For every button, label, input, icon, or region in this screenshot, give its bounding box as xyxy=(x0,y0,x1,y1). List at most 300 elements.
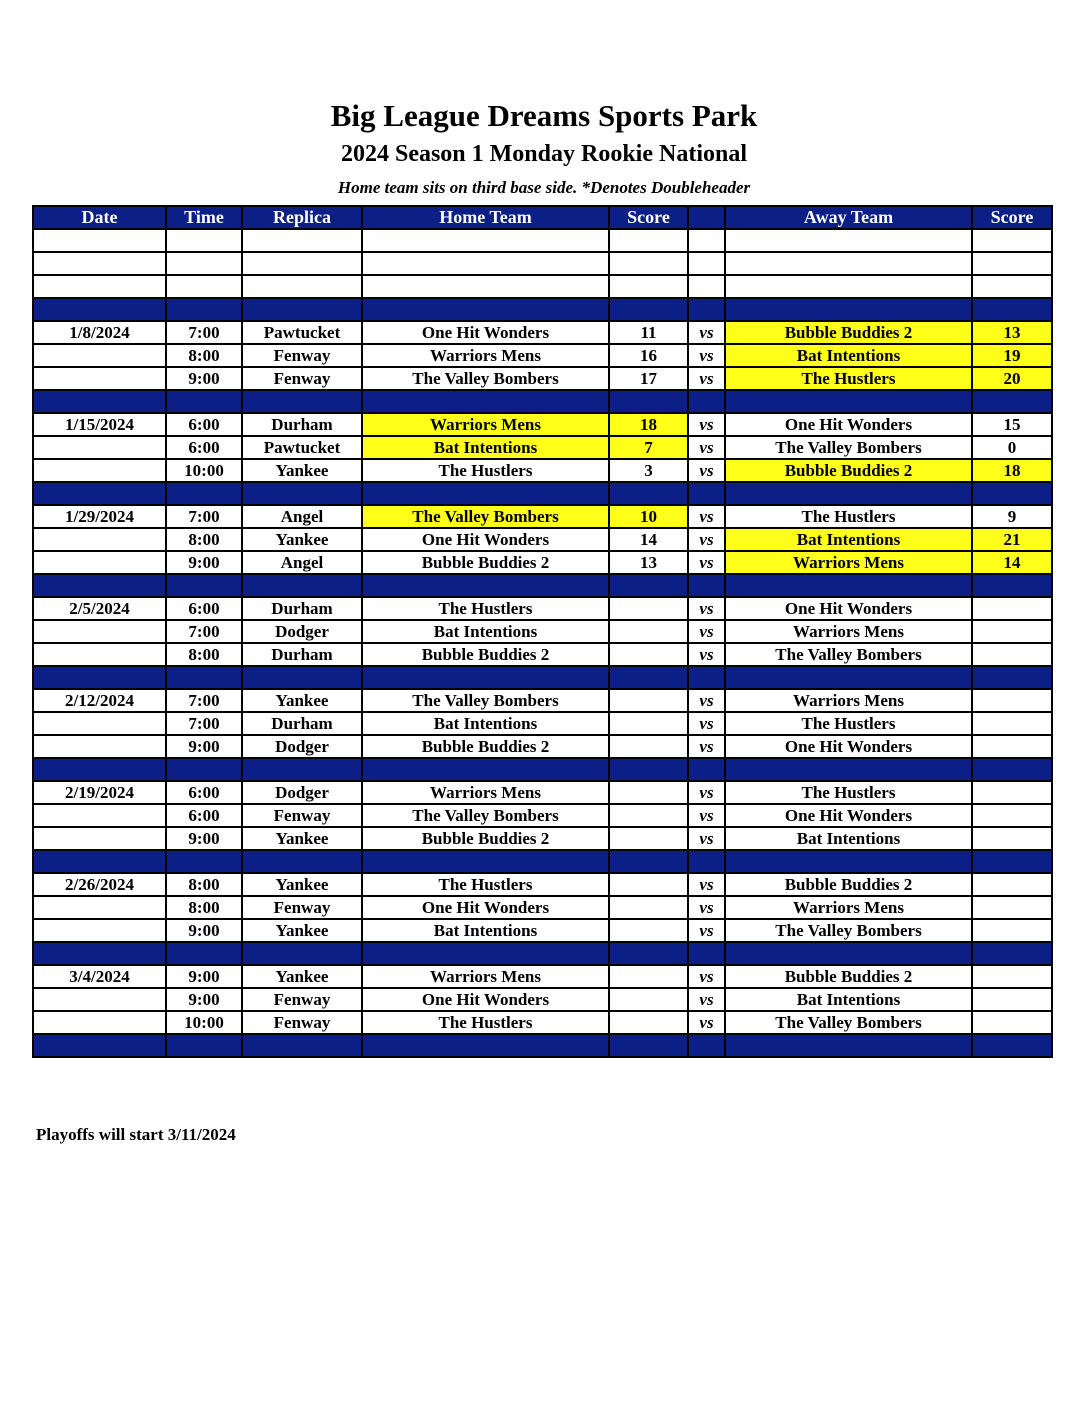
cell-home-team xyxy=(362,666,609,689)
cell-home-score: 10 xyxy=(609,505,688,528)
cell-away-team xyxy=(725,850,972,873)
cell-home-score xyxy=(609,298,688,321)
cell-away-team: Bubble Buddies 2 xyxy=(725,873,972,896)
cell-date xyxy=(33,942,166,965)
table-row xyxy=(33,1011,1052,1034)
cell-home-team: The Valley Bombers xyxy=(362,505,609,528)
footer-note: Playoffs will start 3/11/2024 xyxy=(36,1125,236,1144)
cell-away-team: Warriors Mens xyxy=(725,551,972,574)
cell-date xyxy=(33,390,166,413)
cell-date xyxy=(33,482,166,505)
column-header-away-score: Score xyxy=(972,206,1052,229)
cell-replica xyxy=(242,390,362,413)
cell-away-team: Bubble Buddies 2 xyxy=(725,321,972,344)
cell-replica xyxy=(242,850,362,873)
cell-home-team: Bubble Buddies 2 xyxy=(362,735,609,758)
cell-vs: vs xyxy=(688,551,725,574)
cell-away-score: 20 xyxy=(972,367,1052,390)
table-row xyxy=(33,367,1052,390)
cell-time: 7:00 xyxy=(166,712,242,735)
cell-away-team xyxy=(725,942,972,965)
cell-vs: vs xyxy=(688,919,725,942)
cell-away-score: 15 xyxy=(972,413,1052,436)
table-row xyxy=(33,643,1052,666)
cell-away-team xyxy=(725,298,972,321)
cell-vs xyxy=(688,758,725,781)
cell-date: 1/15/2024 xyxy=(33,413,166,436)
cell-away-score xyxy=(972,252,1052,275)
cell-vs xyxy=(688,482,725,505)
cell-away-score: 21 xyxy=(972,528,1052,551)
cell-replica xyxy=(242,1034,362,1057)
cell-time: 7:00 xyxy=(166,321,242,344)
column-header-date: Date xyxy=(33,206,166,229)
cell-home-team: Warriors Mens xyxy=(362,965,609,988)
cell-replica: Fenway xyxy=(242,988,362,1011)
cell-away-score xyxy=(972,781,1052,804)
cell-home-score xyxy=(609,965,688,988)
cell-home-team: The Hustlers xyxy=(362,459,609,482)
cell-vs xyxy=(688,574,725,597)
cell-time: 10:00 xyxy=(166,1011,242,1034)
blank-row xyxy=(33,275,1052,298)
cell-time xyxy=(166,482,242,505)
cell-vs: vs xyxy=(688,1011,725,1034)
cell-home-team xyxy=(362,390,609,413)
cell-home-team: Bat Intentions xyxy=(362,620,609,643)
cell-replica: Fenway xyxy=(242,367,362,390)
cell-away-score xyxy=(972,1034,1052,1057)
cell-home-score xyxy=(609,1034,688,1057)
table-row xyxy=(33,735,1052,758)
cell-away-score xyxy=(972,804,1052,827)
cell-home-team: One Hit Wonders xyxy=(362,528,609,551)
cell-home-score xyxy=(609,275,688,298)
cell-time: 10:00 xyxy=(166,459,242,482)
table-row xyxy=(33,827,1052,850)
cell-date xyxy=(33,735,166,758)
cell-replica: Dodger xyxy=(242,781,362,804)
cell-away-team: The Valley Bombers xyxy=(725,643,972,666)
cell-home-score: 3 xyxy=(609,459,688,482)
table-row xyxy=(33,597,1052,620)
cell-date: 1/29/2024 xyxy=(33,505,166,528)
table-row xyxy=(33,321,1052,344)
separator-row xyxy=(33,482,1052,505)
cell-replica xyxy=(242,574,362,597)
cell-home-score xyxy=(609,758,688,781)
cell-away-score xyxy=(972,689,1052,712)
cell-vs xyxy=(688,1034,725,1057)
cell-home-score: 7 xyxy=(609,436,688,459)
cell-home-team: Warriors Mens xyxy=(362,344,609,367)
cell-time xyxy=(166,758,242,781)
cell-home-team xyxy=(362,482,609,505)
separator-row xyxy=(33,942,1052,965)
cell-vs: vs xyxy=(688,988,725,1011)
cell-away-score: 13 xyxy=(972,321,1052,344)
cell-away-score xyxy=(972,758,1052,781)
cell-home-team: Bubble Buddies 2 xyxy=(362,551,609,574)
cell-away-team: The Valley Bombers xyxy=(725,919,972,942)
cell-away-score: 14 xyxy=(972,551,1052,574)
cell-vs: vs xyxy=(688,344,725,367)
separator-row xyxy=(33,298,1052,321)
cell-date: 2/19/2024 xyxy=(33,781,166,804)
cell-away-score xyxy=(972,965,1052,988)
cell-time: 8:00 xyxy=(166,528,242,551)
cell-replica: Dodger xyxy=(242,735,362,758)
cell-date xyxy=(33,459,166,482)
cell-time: 9:00 xyxy=(166,919,242,942)
cell-home-team xyxy=(362,574,609,597)
cell-home-team: The Valley Bombers xyxy=(362,367,609,390)
cell-away-score xyxy=(972,482,1052,505)
cell-date xyxy=(33,298,166,321)
cell-home-score xyxy=(609,712,688,735)
cell-vs: vs xyxy=(688,965,725,988)
cell-date: 2/26/2024 xyxy=(33,873,166,896)
cell-home-team: Bat Intentions xyxy=(362,436,609,459)
cell-vs xyxy=(688,666,725,689)
cell-replica: Durham xyxy=(242,643,362,666)
cell-replica: Yankee xyxy=(242,827,362,850)
cell-home-team: Bat Intentions xyxy=(362,712,609,735)
cell-home-score xyxy=(609,919,688,942)
cell-time: 7:00 xyxy=(166,505,242,528)
column-header-replica: Replica xyxy=(242,206,362,229)
cell-replica: Fenway xyxy=(242,804,362,827)
cell-home-team xyxy=(362,1034,609,1057)
cell-time: 6:00 xyxy=(166,413,242,436)
cell-replica: Fenway xyxy=(242,1011,362,1034)
cell-home-team: Warriors Mens xyxy=(362,413,609,436)
cell-vs xyxy=(688,252,725,275)
cell-date xyxy=(33,574,166,597)
cell-vs: vs xyxy=(688,620,725,643)
cell-time: 9:00 xyxy=(166,551,242,574)
cell-away-team: One Hit Wonders xyxy=(725,597,972,620)
cell-home-score xyxy=(609,482,688,505)
cell-date xyxy=(33,275,166,298)
table-row xyxy=(33,781,1052,804)
cell-time: 9:00 xyxy=(166,988,242,1011)
cell-home-team: The Hustlers xyxy=(362,597,609,620)
separator-row xyxy=(33,850,1052,873)
cell-vs: vs xyxy=(688,459,725,482)
table-row xyxy=(33,689,1052,712)
cell-time: 7:00 xyxy=(166,620,242,643)
table-row xyxy=(33,528,1052,551)
cell-away-score xyxy=(972,666,1052,689)
cell-vs xyxy=(688,390,725,413)
cell-replica xyxy=(242,758,362,781)
cell-away-team: Warriors Mens xyxy=(725,689,972,712)
cell-vs xyxy=(688,298,725,321)
cell-time: 9:00 xyxy=(166,965,242,988)
cell-away-team: Bat Intentions xyxy=(725,528,972,551)
cell-home-score xyxy=(609,942,688,965)
cell-away-team: The Valley Bombers xyxy=(725,1011,972,1034)
cell-away-team xyxy=(725,275,972,298)
table-row xyxy=(33,804,1052,827)
cell-vs: vs xyxy=(688,505,725,528)
cell-home-score xyxy=(609,1011,688,1034)
cell-date: 3/4/2024 xyxy=(33,965,166,988)
cell-home-team: One Hit Wonders xyxy=(362,321,609,344)
cell-date xyxy=(33,758,166,781)
cell-away-team: The Valley Bombers xyxy=(725,436,972,459)
cell-home-score xyxy=(609,229,688,252)
cell-vs: vs xyxy=(688,735,725,758)
cell-away-team xyxy=(725,1034,972,1057)
cell-vs: vs xyxy=(688,597,725,620)
table-row xyxy=(33,965,1052,988)
cell-away-score xyxy=(972,298,1052,321)
cell-date xyxy=(33,344,166,367)
cell-replica xyxy=(242,275,362,298)
cell-date xyxy=(33,666,166,689)
cell-replica: Angel xyxy=(242,505,362,528)
cell-replica xyxy=(242,482,362,505)
cell-date: 2/12/2024 xyxy=(33,689,166,712)
cell-away-score: 0 xyxy=(972,436,1052,459)
cell-home-score xyxy=(609,781,688,804)
cell-vs xyxy=(688,850,725,873)
cell-away-score xyxy=(972,850,1052,873)
cell-time: 6:00 xyxy=(166,436,242,459)
table-row xyxy=(33,551,1052,574)
cell-time: 9:00 xyxy=(166,735,242,758)
cell-away-team: The Hustlers xyxy=(725,505,972,528)
cell-away-team xyxy=(725,390,972,413)
cell-time xyxy=(166,574,242,597)
cell-date xyxy=(33,850,166,873)
cell-time xyxy=(166,229,242,252)
cell-home-team: The Hustlers xyxy=(362,1011,609,1034)
cell-away-score xyxy=(972,735,1052,758)
cell-replica: Angel xyxy=(242,551,362,574)
cell-replica: Yankee xyxy=(242,965,362,988)
cell-vs: vs xyxy=(688,896,725,919)
cell-home-score xyxy=(609,827,688,850)
cell-home-team xyxy=(362,252,609,275)
cell-home-team: Bubble Buddies 2 xyxy=(362,827,609,850)
cell-away-team xyxy=(725,758,972,781)
cell-vs: vs xyxy=(688,367,725,390)
cell-away-score xyxy=(972,988,1052,1011)
cell-date xyxy=(33,643,166,666)
cell-vs: vs xyxy=(688,321,725,344)
cell-home-team: Bubble Buddies 2 xyxy=(362,643,609,666)
cell-time xyxy=(166,298,242,321)
cell-away-team: Bat Intentions xyxy=(725,988,972,1011)
cell-replica: Pawtucket xyxy=(242,321,362,344)
cell-replica: Yankee xyxy=(242,459,362,482)
cell-away-score xyxy=(972,275,1052,298)
cell-replica: Yankee xyxy=(242,528,362,551)
cell-home-score xyxy=(609,850,688,873)
cell-date xyxy=(33,804,166,827)
cell-home-score xyxy=(609,574,688,597)
cell-date xyxy=(33,367,166,390)
cell-home-score: 16 xyxy=(609,344,688,367)
cell-home-score xyxy=(609,804,688,827)
cell-home-team: Bat Intentions xyxy=(362,919,609,942)
table-row xyxy=(33,873,1052,896)
cell-date xyxy=(33,919,166,942)
cell-vs: vs xyxy=(688,689,725,712)
cell-away-score xyxy=(972,712,1052,735)
cell-date xyxy=(33,436,166,459)
cell-replica: Durham xyxy=(242,597,362,620)
cell-home-score: 18 xyxy=(609,413,688,436)
cell-home-score: 13 xyxy=(609,551,688,574)
cell-date xyxy=(33,551,166,574)
cell-vs: vs xyxy=(688,413,725,436)
cell-away-team: One Hit Wonders xyxy=(725,804,972,827)
table-row xyxy=(33,620,1052,643)
cell-home-score xyxy=(609,390,688,413)
cell-away-team: The Hustlers xyxy=(725,781,972,804)
table-header-row xyxy=(33,206,1052,229)
table-row xyxy=(33,712,1052,735)
schedule-body xyxy=(33,229,1052,1057)
cell-away-score xyxy=(972,620,1052,643)
cell-away-score xyxy=(972,643,1052,666)
cell-date: 1/8/2024 xyxy=(33,321,166,344)
cell-away-team xyxy=(725,482,972,505)
cell-home-score xyxy=(609,735,688,758)
cell-replica: Durham xyxy=(242,712,362,735)
cell-home-team xyxy=(362,229,609,252)
column-header-vs xyxy=(688,206,725,229)
table-row xyxy=(33,919,1052,942)
cell-home-score xyxy=(609,988,688,1011)
column-header-away-team: Away Team xyxy=(725,206,972,229)
cell-replica xyxy=(242,229,362,252)
cell-away-score xyxy=(972,597,1052,620)
separator-row xyxy=(33,574,1052,597)
cell-home-team: The Valley Bombers xyxy=(362,689,609,712)
cell-time: 8:00 xyxy=(166,896,242,919)
column-header-time: Time xyxy=(166,206,242,229)
cell-away-team xyxy=(725,666,972,689)
column-header-home-score: Score xyxy=(609,206,688,229)
cell-vs: vs xyxy=(688,873,725,896)
cell-vs xyxy=(688,942,725,965)
cell-replica: Yankee xyxy=(242,919,362,942)
cell-away-team: Bubble Buddies 2 xyxy=(725,965,972,988)
cell-replica xyxy=(242,252,362,275)
blank-row xyxy=(33,229,1052,252)
cell-vs: vs xyxy=(688,436,725,459)
separator-row xyxy=(33,390,1052,413)
cell-time: 8:00 xyxy=(166,873,242,896)
cell-away-score: 19 xyxy=(972,344,1052,367)
cell-date xyxy=(33,988,166,1011)
cell-away-score xyxy=(972,896,1052,919)
cell-away-team xyxy=(725,229,972,252)
cell-vs: vs xyxy=(688,804,725,827)
cell-away-team: Warriors Mens xyxy=(725,620,972,643)
cell-time xyxy=(166,390,242,413)
cell-home-team: One Hit Wonders xyxy=(362,896,609,919)
table-row xyxy=(33,988,1052,1011)
cell-replica: Fenway xyxy=(242,896,362,919)
cell-home-score xyxy=(609,252,688,275)
cell-date: 2/5/2024 xyxy=(33,597,166,620)
cell-time: 9:00 xyxy=(166,367,242,390)
cell-away-team xyxy=(725,574,972,597)
cell-home-score xyxy=(609,643,688,666)
cell-date xyxy=(33,528,166,551)
cell-home-team xyxy=(362,758,609,781)
cell-away-score xyxy=(972,919,1052,942)
cell-date xyxy=(33,896,166,919)
separator-row xyxy=(33,666,1052,689)
cell-home-score xyxy=(609,597,688,620)
cell-date xyxy=(33,229,166,252)
cell-replica: Yankee xyxy=(242,689,362,712)
blank-row xyxy=(33,252,1052,275)
cell-away-score xyxy=(972,873,1052,896)
cell-away-score: 9 xyxy=(972,505,1052,528)
column-header-home-team: Home Team xyxy=(362,206,609,229)
cell-home-score xyxy=(609,666,688,689)
cell-time: 8:00 xyxy=(166,643,242,666)
cell-time: 6:00 xyxy=(166,781,242,804)
cell-vs: vs xyxy=(688,781,725,804)
cell-time: 6:00 xyxy=(166,597,242,620)
cell-home-team xyxy=(362,850,609,873)
cell-date xyxy=(33,1034,166,1057)
cell-home-score: 14 xyxy=(609,528,688,551)
cell-away-score xyxy=(972,1011,1052,1034)
cell-home-score xyxy=(609,896,688,919)
cell-time xyxy=(166,850,242,873)
cell-home-team: One Hit Wonders xyxy=(362,988,609,1011)
cell-date xyxy=(33,252,166,275)
cell-time: 9:00 xyxy=(166,827,242,850)
page-note: Home team sits on third base side. *Denotes Doubleheader xyxy=(337,178,751,197)
cell-replica xyxy=(242,298,362,321)
cell-home-score: 11 xyxy=(609,321,688,344)
cell-home-score xyxy=(609,620,688,643)
schedule-table xyxy=(32,205,1053,1058)
table-row xyxy=(33,896,1052,919)
cell-away-team: Bat Intentions xyxy=(725,827,972,850)
cell-time: 8:00 xyxy=(166,344,242,367)
cell-date xyxy=(33,827,166,850)
cell-replica xyxy=(242,942,362,965)
cell-replica: Dodger xyxy=(242,620,362,643)
cell-home-team xyxy=(362,298,609,321)
page-title: Big League Dreams Sports Park xyxy=(330,98,758,133)
cell-date xyxy=(33,620,166,643)
cell-away-score xyxy=(972,942,1052,965)
cell-vs: vs xyxy=(688,643,725,666)
cell-replica: Durham xyxy=(242,413,362,436)
cell-away-score xyxy=(972,229,1052,252)
cell-replica: Pawtucket xyxy=(242,436,362,459)
cell-time xyxy=(166,252,242,275)
cell-away-score xyxy=(972,390,1052,413)
cell-time: 7:00 xyxy=(166,689,242,712)
cell-time xyxy=(166,942,242,965)
cell-home-score xyxy=(609,873,688,896)
cell-time xyxy=(166,275,242,298)
